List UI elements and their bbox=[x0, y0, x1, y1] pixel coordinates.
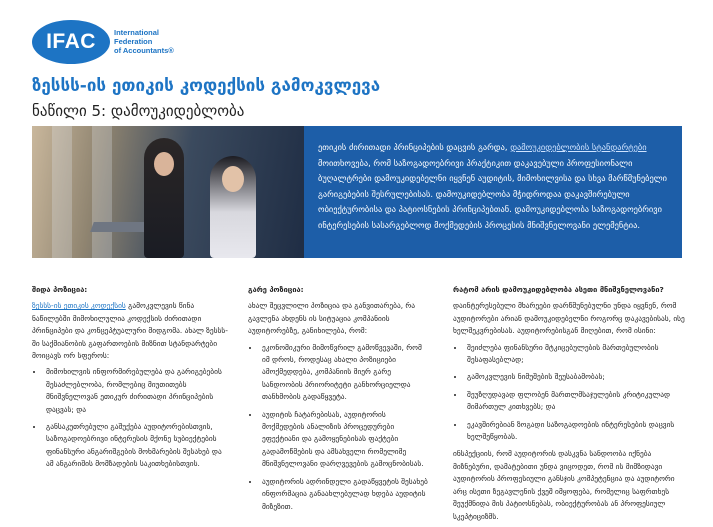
list-item: • განსაკუთრებული გაშუქება აუდიტორებისთვის, საზოგადოებრივი ინტერესის მქონე სუბიექტების ფინანსური ანგარიშგების მოხმარების შესახებ და ამ ანგარიშის მომზადების საკითხებისთვის. bbox=[44, 421, 228, 471]
column-intro: დაინტერესებული მხარეები დარწმუნებულნი უნდა იყვნენ, რომ აუდიტორები არიან დამოუკიდებელნი როგორც დაკავებისას, ისე ხელშეკვრებისას. აუდიტორებისგან მიღებით, რომ ისინი: bbox=[453, 301, 685, 336]
column-internal-position bbox=[32, 284, 228, 476]
photo-window bbox=[52, 126, 72, 258]
column-intro: ახალ შეცვლილი პოზიცია და განვითარება, რა გავლენა ახდენს ის სიტუაცია კომპანიის აუდიტორებზე, განიხილება, რომ: bbox=[248, 301, 416, 336]
ifac-logo bbox=[32, 20, 212, 64]
column-heading: შიდა პოზიცია: bbox=[32, 285, 88, 294]
hero-photo bbox=[32, 126, 304, 258]
list-item: • აუდიტორის ადრინდელი გადაწყვეტის შესახებ ინფორმაცია განაახლებულად ხდება აუდიტის მიზეზით. bbox=[260, 476, 430, 513]
hero-text-after: მოითხოვება, რომ საზოგადოებრივი პრაქტიკით დაკავებული პროფესიონალი ბუღალტრები დამოუკიდებელნი იყვნენ აუდიტის, მიმოხილვისა და სხვა მარწმუნებელი გარიგებების შესრულებისას. დამოუკიდებლობა მჭიდროდაა დაკავშირებული ობიექტურობისა და პატიოსნების პრინციპებთან. დამოუკიდებლობა საზოგადოებრივი ინტერესების სასარგებლოდ მოქმედების პროცესის მნიშვნელოვანი ელემენტია. bbox=[318, 157, 667, 230]
list-item: • ეკავშირებიან ზოგადი საზოგადოების ინტერესების დაცვის ხელშეწყობას. bbox=[465, 419, 685, 444]
page-title: ზესსს-ის ეთიკის კოდექსის გამოკვლევა bbox=[32, 76, 381, 96]
hero-banner bbox=[32, 126, 682, 258]
independence-standards-link[interactable]: დამოუკიდებლობის სტანდარტები bbox=[510, 142, 647, 152]
list-item: • ეკონომიკური მიმოწვრილ გამოწვევაში, რომ იმ დროს, როდესაც ახალი პოზიციები ამოქმედდება, კომპანიის მიერ გარე სანდოობის პრიორიტეტი განხორციელდა თანხმობის გადაწყვეტა. bbox=[260, 342, 430, 404]
logo-abbr: IFAC bbox=[32, 20, 110, 64]
column-closing: ინსპექციის, რომ აუდიტორის დასკვნა სანდოობა იქნება მიზნებური, დამატებითი უნდა ვიცოდეთ, რომ ის მიმზიდავი აუდიტორის პროფესიული განსჯის კომპეტენცია და აუდიტორი არც ისეთი ზეგავლენის ქვეშ იმყოფება, რომელიც საფრთხეს შეუქმნიდა მის პატიოსნებას, ობიექტურობას ან პროფესიულ სკეპტიციზმს. bbox=[453, 449, 675, 521]
logo-line-3: of Accountants® bbox=[114, 46, 174, 55]
hero-text bbox=[318, 140, 668, 234]
hero-text-before: ეთიკის ძირითადი პრინციპების დაცვის გარდა, bbox=[318, 142, 508, 152]
photo-window bbox=[92, 126, 112, 258]
column-why-independence bbox=[453, 284, 685, 527]
photo-person bbox=[144, 138, 184, 258]
intro-text: გამოკვლევის წინა ნაწილებში მიმოხილულია კოდექსის ძირითადი პრინციპები და კონცეპტუალური მიდგომა. ახალ ზესსს-ში საქმიანობის გაფართოების მიზნით სტანდარტები მოიცავს ორ სფეროს: bbox=[32, 301, 228, 361]
list-item: • აუდიტის ჩატარებისას, აუდიტორის მოქმედების ანალიზის პროცედურები ეფექტიანი და გამოყენებისას ფაქტები გადამოწმების და ამსახველი რომელიმე მნიშვნელოვანი დარღვევების გამოცნობისას. bbox=[260, 409, 430, 471]
column-heading: გარე პოზიცია: bbox=[248, 285, 304, 294]
list-item: • გამოკვლევის ნიმუშების შეუსაბამობას; bbox=[465, 371, 685, 383]
photo-person bbox=[210, 156, 256, 258]
bullet-list bbox=[248, 342, 430, 513]
bullet-list bbox=[453, 342, 685, 444]
iesba-code-link[interactable]: ზესსს-ის ეთიკის კოდექსის bbox=[32, 301, 126, 311]
list-item: • შეუზღუდავად ფლობენ მართლმსაჯულების კრიტიკულად მიმართულ კითხვებს; და bbox=[465, 389, 685, 414]
column-external-position bbox=[248, 284, 430, 518]
bullet-list bbox=[32, 366, 228, 470]
column-intro bbox=[32, 300, 228, 362]
logo-line-2: Federation bbox=[114, 37, 153, 46]
column-heading: რატომ არის დამოუკიდებლობა ასეთი მნიშვნელოვანი? bbox=[453, 285, 664, 294]
page-subtitle: ნაწილი 5: დამოუკიდებლობა bbox=[32, 102, 245, 120]
list-item: • შეიძლება ფინანსური მტკიცებულების მართებულობის შესაფასებლად; bbox=[465, 342, 685, 367]
logo-line-1: International bbox=[114, 28, 160, 37]
list-item: • მიმოხილვის ინფორმირებულება და გარიგებების შესაძლებლობა, რომლებიც მიუთითებს მნიშვნელოვან ეთიკურ ძირითადი პრინციპების დაცვას; და bbox=[44, 366, 228, 416]
logo-name bbox=[114, 28, 214, 55]
